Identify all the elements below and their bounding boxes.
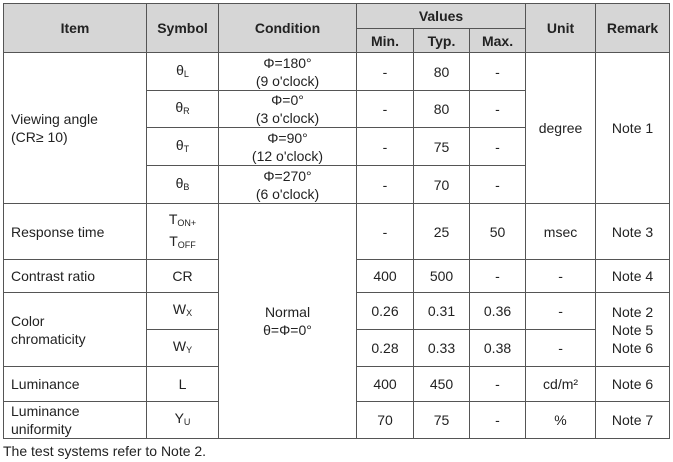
optical-spec-table (3, 3, 670, 439)
item-luminance: Luminance (4, 367, 147, 402)
header-symbol: Symbol (147, 4, 219, 53)
min-cell: - (357, 204, 414, 260)
symbol-cell: $T_{ON+}$ $T_{OFF}$ (147, 204, 219, 260)
remark-cell: Note 3 (596, 204, 670, 260)
condition-cell: Φ=270° (6 o'clock) (219, 166, 357, 204)
remark-cell: Note 1 (596, 53, 670, 204)
min-cell: 400 (357, 260, 414, 293)
typ-cell: 70 (414, 166, 470, 204)
symbol-cell: $\theta_L$ (147, 53, 219, 91)
footnote: The test systems refer to Note 2. (3, 443, 207, 459)
condition-normal: Normal θ=Φ=0° (219, 204, 357, 439)
item-viewing-angle: Viewing angle (CR≥ 10) (4, 53, 147, 204)
min-cell: - (357, 166, 414, 204)
min-cell: 0.28 (357, 330, 414, 367)
typ-cell: 0.31 (414, 293, 470, 330)
item-response-time: Response time (4, 204, 147, 260)
min-cell: - (357, 128, 414, 166)
unit-cell: - (526, 260, 596, 293)
max-cell: - (470, 260, 526, 293)
typ-cell: 500 (414, 260, 470, 293)
condition-cell: Φ=0° (3 o'clock) (219, 91, 357, 128)
condition-cell: Φ=90° (12 o'clock) (219, 128, 357, 166)
unit-cell: - (526, 330, 596, 367)
max-cell: - (470, 402, 526, 439)
item-contrast-ratio: Contrast ratio (4, 260, 147, 293)
item-luminance-uniformity: Luminance uniformity (4, 402, 147, 439)
table-row (4, 53, 670, 91)
typ-cell: 450 (414, 367, 470, 402)
remark-cell: Note 2 Note 5 Note 6 (596, 293, 670, 367)
symbol-cell: $W_Y$ (147, 330, 219, 367)
symbol-cell: $\theta_R$ (147, 91, 219, 128)
item-color-chromaticity: Color chromaticity (4, 293, 147, 367)
typ-cell: 75 (414, 128, 470, 166)
unit-cell: msec (526, 204, 596, 260)
symbol-cell: $W_X$ (147, 293, 219, 330)
min-cell: - (357, 91, 414, 128)
typ-cell: 80 (414, 53, 470, 91)
header-typ: Typ. (414, 29, 470, 53)
symbol-cell: $\theta_T$ (147, 128, 219, 166)
max-cell: - (470, 91, 526, 128)
remark-cell: Note 6 (596, 367, 670, 402)
symbol-cell: $Y_U$ (147, 402, 219, 439)
min-cell: 70 (357, 402, 414, 439)
typ-cell: 25 (414, 204, 470, 260)
typ-cell: 0.33 (414, 330, 470, 367)
symbol-cell: CR (147, 260, 219, 293)
condition-cell: Φ=180° (9 o'clock) (219, 53, 357, 91)
max-cell: 50 (470, 204, 526, 260)
min-cell: 0.26 (357, 293, 414, 330)
max-cell: - (470, 367, 526, 402)
unit-cell: - (526, 293, 596, 330)
unit-cell: % (526, 402, 596, 439)
max-cell: 0.38 (470, 330, 526, 367)
unit-cell: cd/m² (526, 367, 596, 402)
symbol-cell: $\theta_B$ (147, 166, 219, 204)
min-cell: - (357, 53, 414, 91)
min-cell: 400 (357, 367, 414, 402)
header-min: Min. (357, 29, 414, 53)
typ-cell: 75 (414, 402, 470, 439)
max-cell: - (470, 166, 526, 204)
remark-cell: Note 7 (596, 402, 670, 439)
max-cell: - (470, 128, 526, 166)
header-values: Values (357, 4, 526, 29)
header-condition: Condition (219, 4, 357, 53)
header-remark: Remark (596, 4, 670, 53)
header-max: Max. (470, 29, 526, 53)
symbol-cell: L (147, 367, 219, 402)
typ-cell: 80 (414, 91, 470, 128)
header-unit: Unit (526, 4, 596, 53)
max-cell: 0.36 (470, 293, 526, 330)
unit-cell: degree (526, 53, 596, 204)
remark-cell: Note 4 (596, 260, 670, 293)
header-item: Item (4, 4, 147, 53)
max-cell: - (470, 53, 526, 91)
table-row (4, 204, 670, 260)
